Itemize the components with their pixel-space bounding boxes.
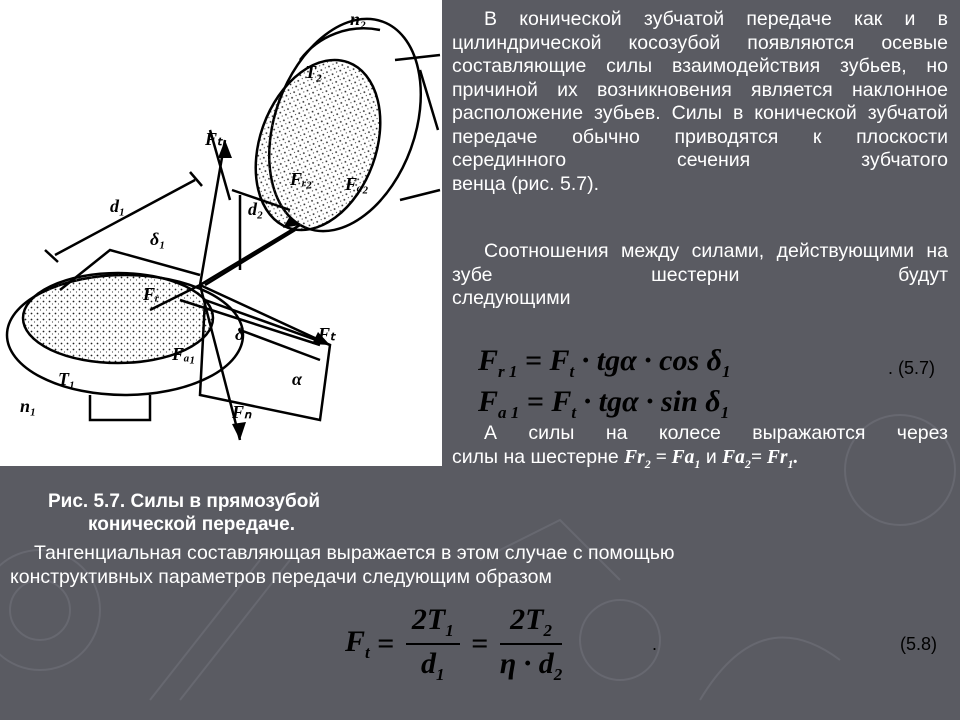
paragraph-intro: В конической зубчатой передаче как и в цилиндрической косозубой появляются осевые составляющие силы взаимодействия зубьев, но причиной их возникновения является наклонное расположение зубьев. Силы в конической зубчатой передаче обычно приводятся к плоскости серединного сечения зубчатого венца (рис. 5.7).: [452, 8, 948, 195]
paragraph-tangential: Тангенциальная составляющая выражается в этом случае с помощью конструктивных параметров передачи следующим образом: [10, 542, 675, 588]
label-fa1: Fₐ₁: [172, 344, 196, 364]
formula-5-7-line1: $F_{r 1} = F_t \cdot tg\alpha \cdot \cos \delta_1$: [478, 344, 731, 381]
fraction-torque2: $\frac{2T_2}{\eta \cdot d_2}$: [499, 603, 563, 684]
paragraph-wheel-forces: А силы на колесе выражаются через силы на шестерне $Fr_2 = Fa_1$ и $Fa_2= Fr_1$.: [452, 422, 948, 471]
equation-number-5-7: . (5.7): [888, 358, 936, 378]
label-ft-lower: Fₜ: [318, 324, 336, 344]
label-t1: T₁: [58, 369, 76, 389]
figure-caption: Рис. 5.7. Силы в прямозубой конической передаче.: [48, 491, 321, 535]
label-fr1: Fᵣ: [143, 284, 160, 304]
gear-drawing: [0, 0, 442, 466]
label-fn: Fₙ: [232, 402, 252, 422]
label-alpha: α: [292, 369, 302, 389]
label-d2: d₂: [248, 199, 264, 219]
equation-number-5-8: (5.8): [900, 634, 938, 654]
label-delta1: δ₁: [150, 229, 166, 249]
label-d1: d₁: [110, 196, 126, 216]
label-n2: n₂: [350, 9, 367, 29]
label-fa2: Fₐ₂: [345, 174, 369, 194]
label-delta: δ: [235, 324, 245, 344]
label-n1: n₁: [20, 396, 37, 416]
fraction-torque1: $\frac{2T_1}{d_1}$: [406, 603, 460, 685]
label-t2: T₂: [305, 62, 323, 82]
force-relation: $Fr_2 = Fa_1$: [624, 446, 701, 471]
label-ft-upper: Fₜ: [205, 129, 223, 149]
equation-dot-5-8: .: [652, 634, 658, 654]
formula-5-7-line2: $F_{a 1} = F_t \cdot tg\alpha \cdot \sin \delta_1$: [478, 385, 730, 422]
paragraph-relations: Соотношения между силами, действующими на зубе шестерни будут следующими: [452, 240, 948, 309]
label-fr2: Fᵣ₂: [290, 169, 313, 189]
formula-5-8: $F_t$ = $\frac{2T_1}{d_1}$ = $\frac{2T_2}{\eta \cdot d_2}$: [345, 603, 563, 684]
bevel-gear-figure: [0, 0, 442, 466]
